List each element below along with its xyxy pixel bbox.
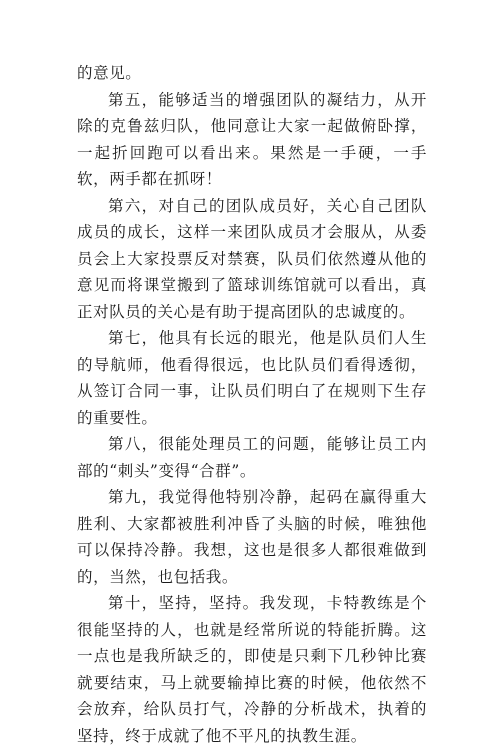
paragraph-point-5: 第五，能够适当的增强团队的凝结力，从开除的克鲁兹归队，他同意让大家一起做俯卧撑，一起折回跑可以看出来。果然是一手硬，一手软，两手都在抓呀！ bbox=[77, 90, 427, 188]
paragraph-point-9: 第九，我觉得他特别冷静，起码在赢得重大胜利、大家都被胜利冲昏了头脑的时候，唯独他可以保持冷静。我想，这也是很多人都很难做到的，当然，也包括我。 bbox=[77, 488, 427, 586]
paragraph-point-8: 第八，很能处理员工的问题，能够让员工内部的“刺头”变得“合群”。 bbox=[77, 435, 427, 480]
paragraph-point-10: 第十，坚持，坚持。我发现，卡特教练是个很能坚持的人，也就是经常所说的特能折腾。这一点也是我所缺乏的，即使是只剩下几秒钟比赛就要结束，马上就要输掉比赛的时候，他依然不会放弃，给队员打气，冷静的分析战术，执着的坚持，终于成就了他不平凡的执教生涯。 bbox=[77, 594, 427, 745]
paragraph-point-6: 第六，对自己的团队成员好，关心自己团队成员的成长，这样一来团队成员才会服从，从委员会上大家投票反对禁赛，队员们依然遵从他的意见而将课堂搬到了篮球训练馆就可以看出，真正对队员的关心是有助于提高团队的忠诚度的。 bbox=[77, 196, 427, 321]
document-body bbox=[77, 60, 427, 749]
paragraph-point-7: 第七，他具有长远的眼光，他是队员们人生的导航师，他看得很远，也比队员们看得透彻，从签订合同一事，让队员们明白了在规则下生存的重要性。 bbox=[77, 329, 427, 427]
paragraph-continuation: 的意见。 bbox=[77, 64, 142, 82]
